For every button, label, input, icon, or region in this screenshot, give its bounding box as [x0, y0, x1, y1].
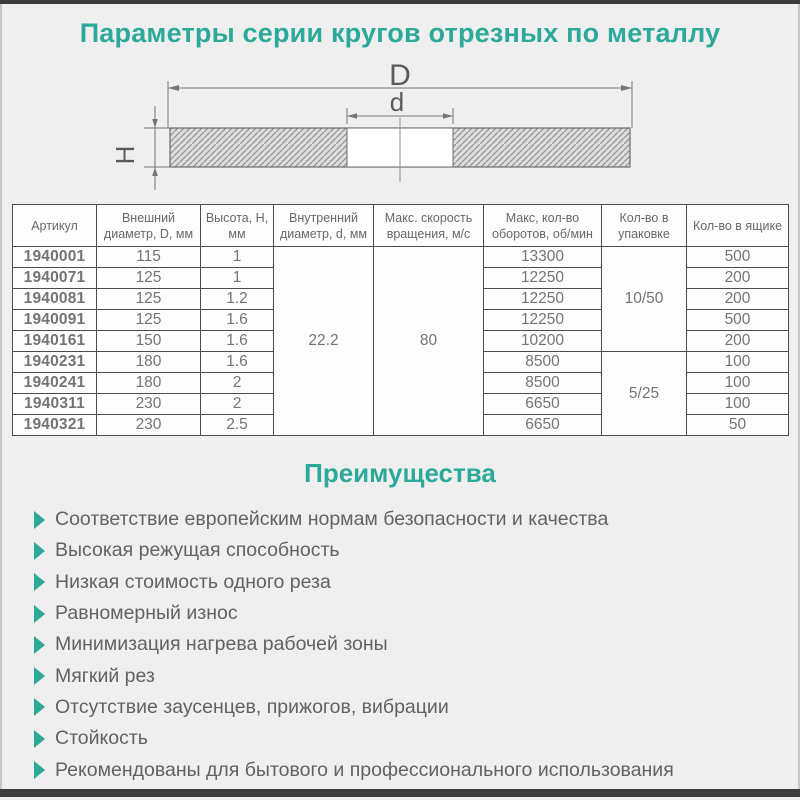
- height-cell: 2.5: [201, 415, 274, 436]
- outer-diameter-cell: 125: [97, 289, 201, 310]
- bullet-arrow-icon: [34, 667, 45, 685]
- box-quantity-cell: 200: [687, 268, 789, 289]
- advantage-item: [34, 504, 794, 535]
- outer-diameter-cell: 125: [97, 310, 201, 331]
- height-cell: 1.6: [201, 331, 274, 352]
- height-cell: 2: [201, 394, 274, 415]
- advantage-text: Рекомендованы для бытового и профессионального использования: [55, 758, 674, 781]
- advantage-item: [34, 535, 794, 566]
- advantage-text: Минимизация нагрева рабочей зоны: [55, 633, 388, 656]
- page-title: Параметры серии кругов отрезных по металлу: [79, 18, 721, 48]
- bullet-arrow-icon: [34, 511, 45, 529]
- bullet-arrow-icon: [34, 730, 45, 748]
- height-cell: 1: [201, 268, 274, 289]
- bullet-arrow-icon: [34, 698, 45, 716]
- max-rpm-cell: 6650: [484, 394, 602, 415]
- article-cell: 1940311: [13, 394, 97, 415]
- column-header-8: Кол-во в ящике: [687, 205, 789, 247]
- max-rpm-cell: 13300: [484, 247, 602, 268]
- pack-quantity-cell: 10/50: [602, 247, 687, 352]
- header-row: [13, 205, 789, 247]
- height-cell: 1: [201, 247, 274, 268]
- max-rpm-cell: 8500: [484, 352, 602, 373]
- top-border-bar: [0, 0, 800, 4]
- outer-diameter-cell: 150: [97, 331, 201, 352]
- height-cell: 2: [201, 373, 274, 394]
- height-cell: 1.2: [201, 289, 274, 310]
- column-header-3: Высота, H, мм: [201, 205, 274, 247]
- article-cell: 1940091: [13, 310, 97, 331]
- bore-diameter-label: d: [389, 87, 405, 117]
- advantage-item: [34, 754, 794, 785]
- pack-quantity-cell: 5/25: [602, 352, 687, 436]
- outer-diameter-label: D: [389, 60, 411, 92]
- box-quantity-cell: 500: [687, 310, 789, 331]
- spec-table: [12, 204, 789, 436]
- article-cell: 1940241: [13, 373, 97, 394]
- bullet-arrow-icon: [34, 573, 45, 591]
- inner-diameter-cell: 22.2: [274, 247, 374, 436]
- box-quantity-cell: 100: [687, 373, 789, 394]
- article-cell: 1940071: [13, 268, 97, 289]
- outer-diameter-cell: 230: [97, 394, 201, 415]
- max-rpm-cell: 12250: [484, 268, 602, 289]
- advantage-item: [34, 723, 794, 754]
- advantage-item: [34, 598, 794, 629]
- max-rpm-cell: 12250: [484, 289, 602, 310]
- article-cell: 1940161: [13, 331, 97, 352]
- outer-diameter-cell: 125: [97, 268, 201, 289]
- max-rpm-cell: 12250: [484, 310, 602, 331]
- article-cell: 1940231: [13, 352, 97, 373]
- outer-diameter-cell: 180: [97, 373, 201, 394]
- advantage-item: [34, 567, 794, 598]
- box-quantity-cell: 50: [687, 415, 789, 436]
- advantages-heading: Преимущества: [304, 458, 496, 488]
- advantage-item: [34, 692, 794, 723]
- advantage-item: [34, 629, 794, 660]
- column-header-2: Внешний диаметр, D, мм: [97, 205, 201, 247]
- height-cell: 1.6: [201, 352, 274, 373]
- bottom-border-bar: [0, 789, 800, 797]
- article-cell: 1940321: [13, 415, 97, 436]
- outer-diameter-cell: 115: [97, 247, 201, 268]
- outer-diameter-cell: 180: [97, 352, 201, 373]
- bullet-arrow-icon: [34, 542, 45, 560]
- height-label: H: [109, 145, 140, 165]
- box-quantity-cell: 100: [687, 352, 789, 373]
- outer-diameter-cell: 230: [97, 415, 201, 436]
- advantage-text: Высокая режущая способность: [55, 539, 340, 562]
- bullet-arrow-icon: [34, 761, 45, 779]
- column-header-4: Внутренний диаметр, d, мм: [274, 205, 374, 247]
- max-rpm-cell: 10200: [484, 331, 602, 352]
- height-cell: 1.6: [201, 310, 274, 331]
- column-header-5: Макс. скорость вращения, м/с: [374, 205, 484, 247]
- article-cell: 1940001: [13, 247, 97, 268]
- advantage-text: Стойкость: [55, 727, 148, 750]
- advantage-text: Соответствие европейским нормам безопасности и качества: [55, 508, 609, 531]
- max-rpm-cell: 6650: [484, 415, 602, 436]
- box-quantity-cell: 500: [687, 247, 789, 268]
- disc-dimension-diagram: [0, 60, 800, 200]
- advantage-text: Низкая стоимость одного реза: [55, 570, 331, 593]
- advantage-text: Отсутствие заусенцев, прижогов, вибрации: [55, 695, 449, 718]
- bullet-arrow-icon: [34, 605, 45, 623]
- box-quantity-cell: 200: [687, 331, 789, 352]
- advantage-text: Равномерный износ: [55, 602, 238, 625]
- article-cell: 1940081: [13, 289, 97, 310]
- table-row: [13, 247, 789, 268]
- box-quantity-cell: 100: [687, 394, 789, 415]
- column-header-6: Макс, кол-во оборотов, об/мин: [484, 205, 602, 247]
- advantage-item: [34, 660, 794, 691]
- advantages-list: [34, 504, 794, 786]
- box-quantity-cell: 200: [687, 289, 789, 310]
- max-rpm-cell: 8500: [484, 373, 602, 394]
- bullet-arrow-icon: [34, 636, 45, 654]
- column-header-7: Кол-во в упаковке: [602, 205, 687, 247]
- column-header-1: Артикул: [13, 205, 97, 247]
- advantage-text: Мягкий рез: [55, 664, 155, 687]
- max-speed-cell: 80: [374, 247, 484, 436]
